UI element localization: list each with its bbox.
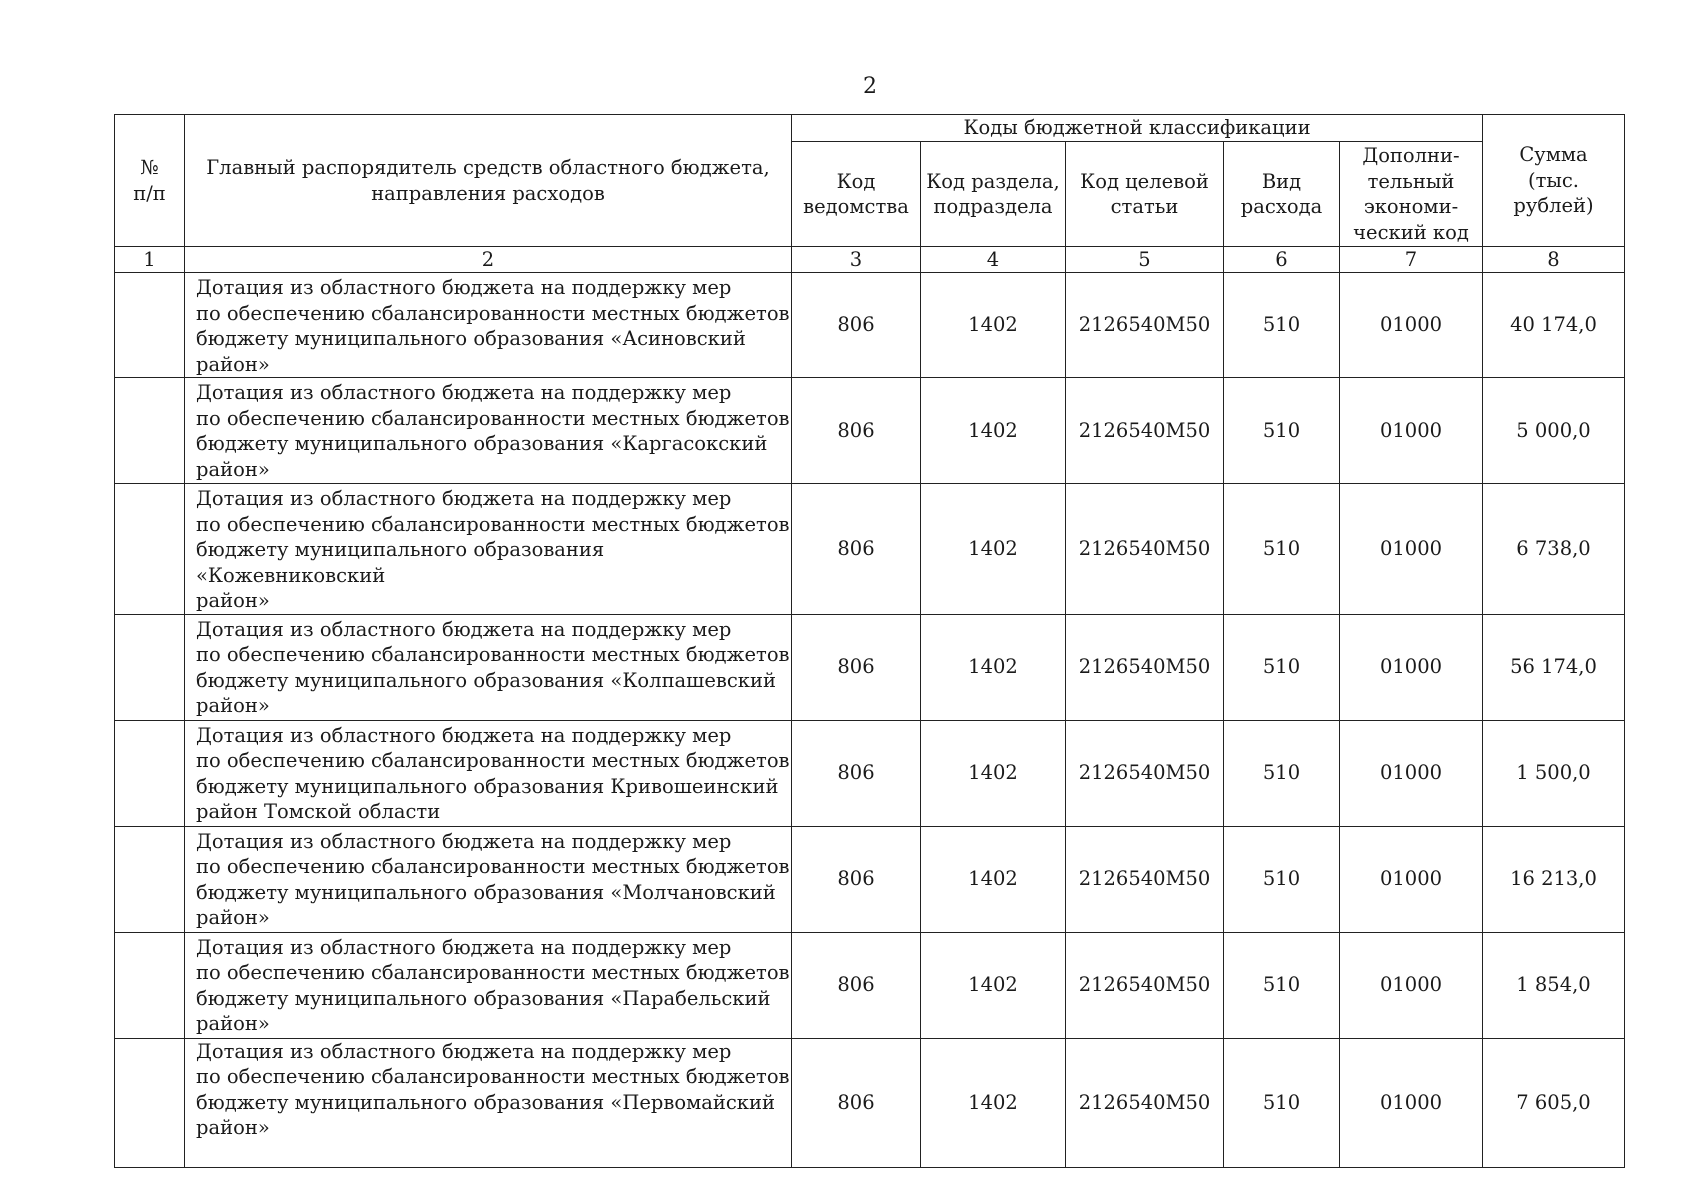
budget-table bbox=[114, 114, 1625, 1168]
row-section-code: 1402 bbox=[921, 378, 1066, 484]
row-amount: 40 174,0 bbox=[1483, 273, 1625, 378]
column-number: 5 bbox=[1066, 247, 1224, 273]
page-number: 2 bbox=[863, 74, 877, 99]
header-amount: Сумма (тыс. рублей) bbox=[1483, 115, 1625, 247]
column-numbers-row bbox=[115, 247, 1625, 273]
header-target-code: Код целевой статьи bbox=[1066, 142, 1224, 247]
row-expense-type: 510 bbox=[1224, 273, 1340, 378]
table-row bbox=[115, 614, 1625, 720]
header-extra-code: Дополни- тельный экономи- ческий код bbox=[1340, 142, 1483, 247]
column-number: 1 bbox=[115, 247, 185, 273]
row-no bbox=[115, 614, 185, 720]
row-description: Дотация из областного бюджета на поддержку мер по обеспечению сбалансированности местных бюджетов бюджету муниципального образования «Асиновский район» bbox=[185, 273, 792, 378]
table-row bbox=[115, 720, 1625, 826]
column-number: 4 bbox=[921, 247, 1066, 273]
table-row bbox=[115, 826, 1625, 932]
row-target-code: 2126540М50 bbox=[1066, 273, 1224, 378]
column-number: 6 bbox=[1224, 247, 1340, 273]
row-amount: 7 605,0 bbox=[1483, 1038, 1625, 1167]
table-body bbox=[115, 273, 1625, 1168]
row-expense-type: 510 bbox=[1224, 720, 1340, 826]
table-row bbox=[115, 484, 1625, 615]
table-row bbox=[115, 273, 1625, 378]
row-no bbox=[115, 273, 185, 378]
row-description: Дотация из областного бюджета на поддержку мер по обеспечению сбалансированности местных бюджетов бюджету муниципального образования «Кожевниковский район» bbox=[185, 484, 792, 615]
row-extra-code: 01000 bbox=[1340, 484, 1483, 615]
row-amount: 5 000,0 bbox=[1483, 378, 1625, 484]
row-expense-type: 510 bbox=[1224, 378, 1340, 484]
row-amount: 6 738,0 bbox=[1483, 484, 1625, 615]
header-codes-group: Коды бюджетной классификации bbox=[792, 115, 1483, 142]
row-amount: 1 854,0 bbox=[1483, 932, 1625, 1038]
header-row-top bbox=[115, 115, 1625, 142]
row-expense-type: 510 bbox=[1224, 826, 1340, 932]
row-section-code: 1402 bbox=[921, 484, 1066, 615]
row-extra-code: 01000 bbox=[1340, 273, 1483, 378]
row-dept-code: 806 bbox=[792, 378, 921, 484]
row-description: Дотация из областного бюджета на поддержку мер по обеспечению сбалансированности местных бюджетов бюджету муниципального образования «Парабельский район» bbox=[185, 932, 792, 1038]
column-number: 7 bbox=[1340, 247, 1483, 273]
row-target-code: 2126540М50 bbox=[1066, 1038, 1224, 1167]
row-no bbox=[115, 932, 185, 1038]
row-dept-code: 806 bbox=[792, 932, 921, 1038]
header-dept-code: Код ведомства bbox=[792, 142, 921, 247]
row-target-code: 2126540М50 bbox=[1066, 614, 1224, 720]
row-amount: 56 174,0 bbox=[1483, 614, 1625, 720]
row-extra-code: 01000 bbox=[1340, 720, 1483, 826]
row-target-code: 2126540М50 bbox=[1066, 720, 1224, 826]
row-description: Дотация из областного бюджета на поддержку мер по обеспечению сбалансированности местных бюджетов бюджету муниципального образования Кривошеинский район Томской области bbox=[185, 720, 792, 826]
header-main-manager: Главный распорядитель средств областного бюджета, направления расходов bbox=[185, 115, 792, 247]
row-extra-code: 01000 bbox=[1340, 932, 1483, 1038]
row-section-code: 1402 bbox=[921, 273, 1066, 378]
column-number: 8 bbox=[1483, 247, 1625, 273]
column-number: 2 bbox=[185, 247, 792, 273]
row-amount: 16 213,0 bbox=[1483, 826, 1625, 932]
row-target-code: 2126540М50 bbox=[1066, 484, 1224, 615]
header-expense-type: Вид расхода bbox=[1224, 142, 1340, 247]
row-extra-code: 01000 bbox=[1340, 378, 1483, 484]
row-no bbox=[115, 1038, 185, 1167]
row-section-code: 1402 bbox=[921, 932, 1066, 1038]
row-no bbox=[115, 378, 185, 484]
row-expense-type: 510 bbox=[1224, 614, 1340, 720]
table-row bbox=[115, 378, 1625, 484]
row-dept-code: 806 bbox=[792, 273, 921, 378]
row-expense-type: 510 bbox=[1224, 484, 1340, 615]
row-dept-code: 806 bbox=[792, 614, 921, 720]
row-target-code: 2126540М50 bbox=[1066, 932, 1224, 1038]
column-number: 3 bbox=[792, 247, 921, 273]
row-extra-code: 01000 bbox=[1340, 826, 1483, 932]
row-section-code: 1402 bbox=[921, 614, 1066, 720]
table-row bbox=[115, 1038, 1625, 1167]
row-no bbox=[115, 826, 185, 932]
row-no bbox=[115, 484, 185, 615]
row-description: Дотация из областного бюджета на поддержку мер по обеспечению сбалансированности местных бюджетов бюджету муниципального образования «Колпашевский район» bbox=[185, 614, 792, 720]
row-target-code: 2126540М50 bbox=[1066, 826, 1224, 932]
row-extra-code: 01000 bbox=[1340, 1038, 1483, 1167]
header-no: № п/п bbox=[115, 115, 185, 247]
header-section-code: Код раздела, подраздела bbox=[921, 142, 1066, 247]
row-description: Дотация из областного бюджета на поддержку мер по обеспечению сбалансированности местных бюджетов бюджету муниципального образования «Первомайский район» bbox=[185, 1038, 792, 1167]
row-section-code: 1402 bbox=[921, 1038, 1066, 1167]
row-expense-type: 510 bbox=[1224, 932, 1340, 1038]
row-expense-type: 510 bbox=[1224, 1038, 1340, 1167]
row-description: Дотация из областного бюджета на поддержку мер по обеспечению сбалансированности местных бюджетов бюджету муниципального образования «Каргасокский район» bbox=[185, 378, 792, 484]
row-no bbox=[115, 720, 185, 826]
row-section-code: 1402 bbox=[921, 826, 1066, 932]
row-dept-code: 806 bbox=[792, 826, 921, 932]
row-dept-code: 806 bbox=[792, 484, 921, 615]
row-extra-code: 01000 bbox=[1340, 614, 1483, 720]
row-section-code: 1402 bbox=[921, 720, 1066, 826]
table-row bbox=[115, 932, 1625, 1038]
row-amount: 1 500,0 bbox=[1483, 720, 1625, 826]
row-dept-code: 806 bbox=[792, 720, 921, 826]
row-description: Дотация из областного бюджета на поддержку мер по обеспечению сбалансированности местных бюджетов бюджету муниципального образования «Молчановский район» bbox=[185, 826, 792, 932]
row-target-code: 2126540М50 bbox=[1066, 378, 1224, 484]
row-dept-code: 806 bbox=[792, 1038, 921, 1167]
